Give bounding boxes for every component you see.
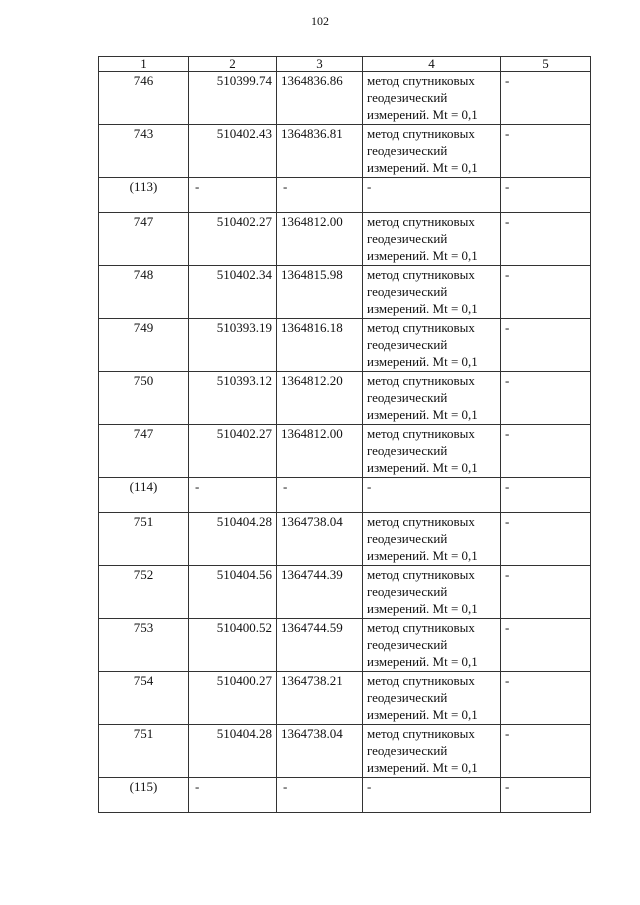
x-coordinate: - (195, 779, 200, 794)
description: - (505, 726, 510, 741)
x-coordinate-cell (189, 266, 277, 319)
description-cell (501, 72, 591, 125)
method-line-1: метод спутниковых (367, 620, 475, 635)
point-number-cell (99, 478, 189, 513)
method-line-3: измерений. Mt = 0,1 (367, 548, 478, 563)
table-row (99, 213, 591, 266)
y-coordinate: 1364744.39 (281, 567, 343, 582)
page-number: 102 (311, 14, 329, 28)
description-cell (501, 778, 591, 813)
x-coordinate: 510404.56 (216, 567, 272, 582)
method-line-1: метод спутниковых (367, 673, 475, 688)
point-number: 751 (133, 514, 154, 529)
header-col-2: 2 (189, 57, 277, 72)
y-coordinate-cell (277, 178, 363, 213)
y-coordinate-cell (277, 619, 363, 672)
point-number: 754 (133, 673, 154, 688)
description-cell (501, 319, 591, 372)
x-coordinate: - (195, 179, 200, 194)
table-row (99, 319, 591, 372)
point-number-cell (99, 266, 189, 319)
y-coordinate-cell (277, 513, 363, 566)
point-number-cell (99, 513, 189, 566)
x-coordinate: 510402.27 (216, 426, 272, 441)
method-line-2: геодезический (367, 390, 448, 405)
method-line-1: метод спутниковых (367, 567, 475, 582)
method-cell (363, 566, 501, 619)
point-number-cell (99, 319, 189, 372)
description: - (505, 673, 510, 688)
table-header-row (99, 57, 591, 72)
method-line-3: измерений. Mt = 0,1 (367, 460, 478, 475)
description: - (505, 426, 510, 441)
y-coordinate-cell (277, 266, 363, 319)
method-line-1: метод спутниковых (367, 426, 475, 441)
description: - (505, 620, 510, 635)
method-cell (363, 725, 501, 778)
description: - (505, 514, 510, 529)
point-number: (115) (129, 779, 158, 794)
method-cell (363, 266, 501, 319)
method-cell (363, 72, 501, 125)
y-coordinate-cell (277, 478, 363, 513)
y-coordinate: 1364836.86 (281, 73, 343, 88)
x-coordinate: 510393.12 (216, 373, 272, 388)
method-line-3: измерений. Mt = 0,1 (367, 760, 478, 775)
x-coordinate: 510400.52 (216, 620, 272, 635)
method-line-2: геодезический (367, 743, 448, 758)
method-line-1: - (367, 479, 372, 494)
x-coordinate: 510393.19 (216, 320, 272, 335)
description-cell (501, 619, 591, 672)
x-coordinate: - (195, 479, 200, 494)
point-number-cell (99, 125, 189, 178)
method-line-2: геодезический (367, 690, 448, 705)
table-body (99, 72, 591, 813)
header-col-4: 4 (363, 57, 501, 72)
y-coordinate-cell (277, 566, 363, 619)
method-line-1: - (367, 779, 372, 794)
point-number-cell (99, 672, 189, 725)
y-coordinate: 1364812.00 (281, 426, 343, 441)
point-number: 743 (133, 126, 154, 141)
method-line-2: геодезический (367, 284, 448, 299)
method-cell (363, 178, 501, 213)
point-number: (113) (129, 179, 158, 194)
point-number-cell (99, 619, 189, 672)
table-row (99, 72, 591, 125)
table-row (99, 178, 591, 213)
point-number-cell (99, 372, 189, 425)
table-row (99, 672, 591, 725)
description-cell (501, 478, 591, 513)
coordinates-table (98, 56, 591, 813)
method-line-1: метод спутниковых (367, 373, 475, 388)
description: - (505, 214, 510, 229)
description-cell (501, 125, 591, 178)
description: - (505, 320, 510, 335)
table-row (99, 778, 591, 813)
y-coordinate-cell (277, 778, 363, 813)
point-number-cell (99, 72, 189, 125)
y-coordinate: - (283, 779, 288, 794)
x-coordinate-cell (189, 425, 277, 478)
method-line-2: геодезический (367, 337, 448, 352)
y-coordinate-cell (277, 425, 363, 478)
point-number: 753 (133, 620, 154, 635)
method-line-3: измерений. Mt = 0,1 (367, 654, 478, 669)
x-coordinate: 510402.27 (216, 214, 272, 229)
method-line-3: измерений. Mt = 0,1 (367, 248, 478, 263)
table-row (99, 725, 591, 778)
method-cell (363, 672, 501, 725)
method-line-3: измерений. Mt = 0,1 (367, 407, 478, 422)
point-number: 749 (133, 320, 154, 335)
x-coordinate: 510402.43 (216, 126, 272, 141)
description: - (505, 73, 510, 88)
point-number-cell (99, 178, 189, 213)
x-coordinate-cell (189, 72, 277, 125)
description-cell (501, 513, 591, 566)
x-coordinate: 510400.27 (216, 673, 272, 688)
point-number: 752 (133, 567, 154, 582)
x-coordinate: 510402.34 (216, 267, 272, 282)
table-row (99, 566, 591, 619)
point-number: (114) (129, 479, 158, 494)
y-coordinate: - (283, 179, 288, 194)
method-line-3: измерений. Mt = 0,1 (367, 354, 478, 369)
y-coordinate: 1364744.59 (281, 620, 343, 635)
method-line-2: геодезический (367, 637, 448, 652)
method-cell (363, 372, 501, 425)
y-coordinate-cell (277, 672, 363, 725)
method-line-2: геодезический (367, 443, 448, 458)
description: - (505, 567, 510, 582)
header-col-5: 5 (501, 57, 591, 72)
point-number-cell (99, 425, 189, 478)
x-coordinate-cell (189, 478, 277, 513)
y-coordinate: 1364738.21 (281, 673, 343, 688)
x-coordinate-cell (189, 566, 277, 619)
method-cell (363, 125, 501, 178)
description-cell (501, 266, 591, 319)
y-coordinate-cell (277, 213, 363, 266)
method-line-2: геодезический (367, 584, 448, 599)
description: - (505, 373, 510, 388)
method-line-3: измерений. Mt = 0,1 (367, 107, 478, 122)
description-cell (501, 725, 591, 778)
method-cell (363, 778, 501, 813)
description-cell (501, 672, 591, 725)
x-coordinate-cell (189, 778, 277, 813)
point-number-cell (99, 213, 189, 266)
method-line-1: метод спутниковых (367, 726, 475, 741)
method-line-2: геодезический (367, 231, 448, 246)
x-coordinate-cell (189, 513, 277, 566)
x-coordinate-cell (189, 725, 277, 778)
description-cell (501, 213, 591, 266)
method-cell (363, 425, 501, 478)
method-line-1: метод спутниковых (367, 320, 475, 335)
x-coordinate-cell (189, 178, 277, 213)
y-coordinate-cell (277, 372, 363, 425)
description: - (505, 179, 510, 194)
table-row (99, 372, 591, 425)
method-line-2: геодезический (367, 90, 448, 105)
y-coordinate: 1364738.04 (281, 726, 343, 741)
table-row (99, 266, 591, 319)
x-coordinate-cell (189, 319, 277, 372)
method-line-1: метод спутниковых (367, 267, 475, 282)
description-cell (501, 425, 591, 478)
table-row (99, 619, 591, 672)
x-coordinate: 510399.74 (216, 73, 272, 88)
point-number: 748 (133, 267, 154, 282)
x-coordinate: 510404.28 (216, 726, 272, 741)
method-cell (363, 619, 501, 672)
table-row (99, 125, 591, 178)
y-coordinate-cell (277, 725, 363, 778)
method-line-1: - (367, 179, 372, 194)
method-line-1: метод спутниковых (367, 214, 475, 229)
y-coordinate-cell (277, 319, 363, 372)
point-number: 747 (133, 214, 154, 229)
method-line-1: метод спутниковых (367, 514, 475, 529)
point-number: 747 (133, 426, 154, 441)
table-row (99, 425, 591, 478)
table-row (99, 513, 591, 566)
method-cell (363, 319, 501, 372)
method-line-2: геодезический (367, 143, 448, 158)
description-cell (501, 372, 591, 425)
y-coordinate-cell (277, 125, 363, 178)
y-coordinate: 1364812.00 (281, 214, 343, 229)
y-coordinate: 1364815.98 (281, 267, 343, 282)
method-line-3: измерений. Mt = 0,1 (367, 301, 478, 316)
x-coordinate-cell (189, 213, 277, 266)
description-cell (501, 566, 591, 619)
x-coordinate-cell (189, 125, 277, 178)
point-number: 750 (133, 373, 154, 388)
method-line-2: геодезический (367, 531, 448, 546)
header-col-3: 3 (277, 57, 363, 72)
point-number: 751 (133, 726, 154, 741)
method-line-3: измерений. Mt = 0,1 (367, 601, 478, 616)
y-coordinate: 1364738.04 (281, 514, 343, 529)
description: - (505, 126, 510, 141)
y-coordinate: 1364812.20 (281, 373, 343, 388)
method-line-1: метод спутниковых (367, 73, 475, 88)
y-coordinate: - (283, 479, 288, 494)
description: - (505, 479, 510, 494)
point-number-cell (99, 725, 189, 778)
x-coordinate: 510404.28 (216, 514, 272, 529)
description: - (505, 267, 510, 282)
method-cell (363, 513, 501, 566)
point-number: 746 (133, 73, 154, 88)
method-line-3: измерений. Mt = 0,1 (367, 160, 478, 175)
x-coordinate-cell (189, 619, 277, 672)
y-coordinate: 1364816.18 (281, 320, 343, 335)
point-number-cell (99, 778, 189, 813)
method-line-3: измерений. Mt = 0,1 (367, 707, 478, 722)
x-coordinate-cell (189, 372, 277, 425)
description: - (505, 779, 510, 794)
header-col-1: 1 (99, 57, 189, 72)
point-number-cell (99, 566, 189, 619)
y-coordinate: 1364836.81 (281, 126, 343, 141)
method-line-1: метод спутниковых (367, 126, 475, 141)
table-row (99, 478, 591, 513)
y-coordinate-cell (277, 72, 363, 125)
x-coordinate-cell (189, 672, 277, 725)
method-cell (363, 478, 501, 513)
method-cell (363, 213, 501, 266)
description-cell (501, 178, 591, 213)
